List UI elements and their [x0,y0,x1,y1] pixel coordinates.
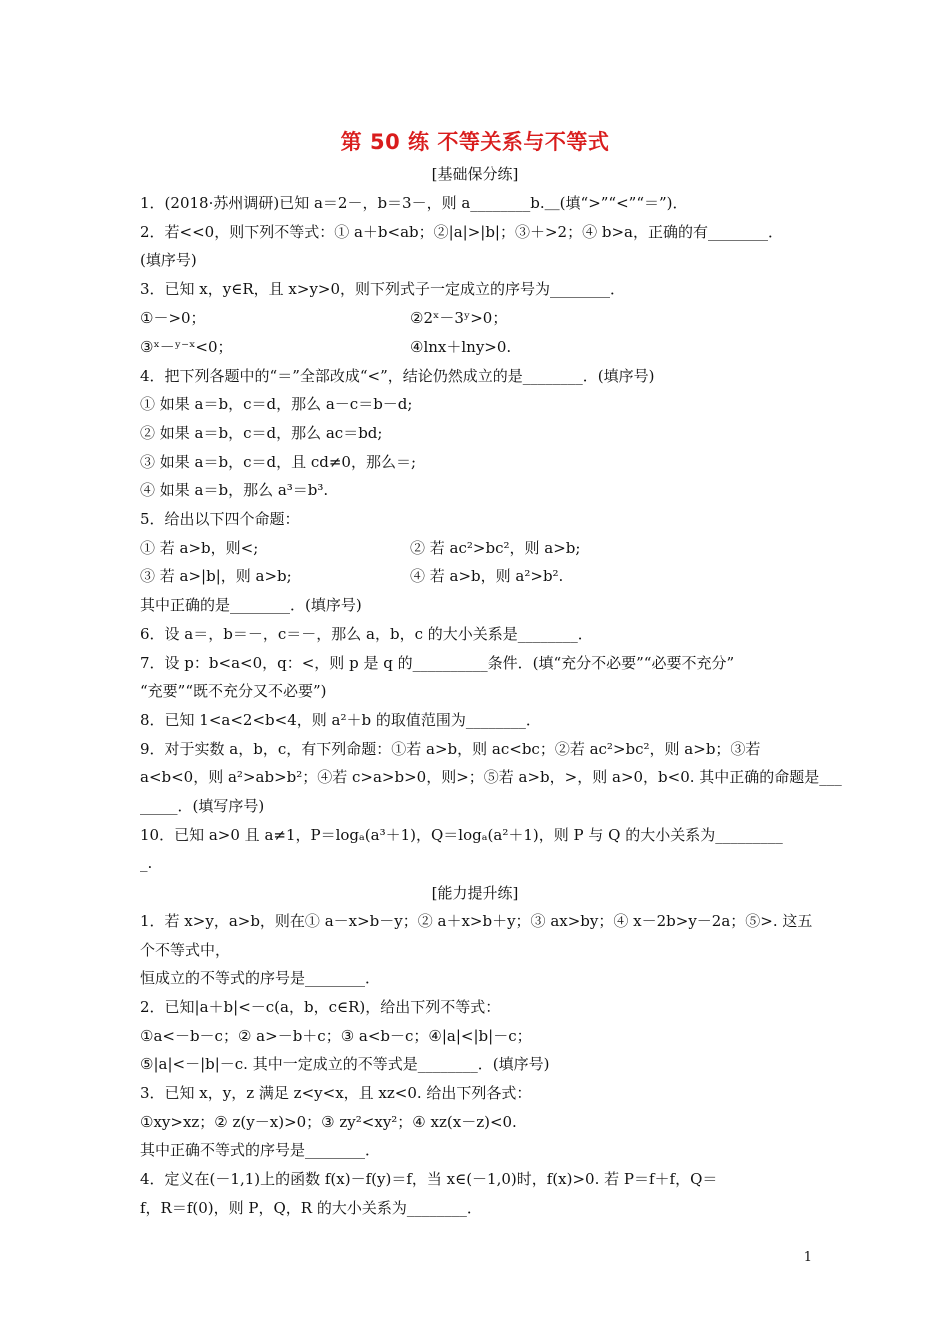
question-basic-5-end: 其中正确的是________．(填序号) [140,596,362,614]
question-advanced-1-end: 恒成立的不等式的序号是________． [140,969,381,987]
question-advanced-2-end: ⑤|a|<－|b|－c. 其中一定成立的不等式是________．(填序号) [140,1055,550,1073]
question-basic-9: 9．对于实数 a，b，c，有下列命题：①若 a>b，则 ac<bc；②若 ac²>bc²，则 a>b；③若 [140,740,761,758]
option-item: ④lnx＋lny>0. [410,338,512,356]
question-basic-6: 6．设 a＝，b＝－，c＝－，那么 a，b，c 的大小关系是________． [140,625,593,643]
option-item: ② 如果 a＝b，c＝d，那么 ac＝bd; [140,424,383,442]
option-item: ④ 如果 a＝b，那么 a³＝b³. [140,481,329,499]
question-basic-10: 10．已知 a>0 且 a≠1，P＝logₐ(a³＋1)，Q＝logₐ(a²＋1)，则 P 与 Q 的大小关系为_________ [140,826,783,844]
page-number: 1 [803,1250,812,1265]
option-item: ④ 若 a>b，则 a²>b². [410,567,564,585]
question-advanced-2: 2．已知|a＋b|<－c(a，b，c∈R)，给出下列不等式： [140,998,501,1016]
question-advanced-3-end: 其中正确不等式的序号是________． [140,1141,381,1159]
option-row [140,337,810,357]
question-basic-1: 1．(2018·苏州调研)已知 a＝2－，b＝3－，则 a________b.＿(填“>”“<”“＝”)． [140,194,688,212]
option-item: ③ˣ－ʸ⁻ˣ<0； [140,338,233,356]
question-advanced-1: 1．若 x>y，a>b，则在① a－x>b－y；② a＋x>b＋y；③ ax>by；④ x－2b>y－2a；⑤>. 这五 [140,912,813,930]
question-basic-2-cont: (填序号) [140,251,197,269]
question-basic-9-cont: a<b<0，则 a²>ab>b²；④若 c>a>b>0，则>；⑤若 a>b，>，则 a>0，b<0. 其中正确的命题是___ [140,768,842,786]
question-basic-10-cont: _. [140,854,153,872]
question-advanced-1-cont: 个不等式中， [140,941,231,959]
question-basic-8: 8．已知 1<a<2<b<4，则 a²＋b 的取值范围为________． [140,711,541,729]
question-advanced-2-options: ①a<－b－c；② a>－b＋c；③ a<b－c；④|a|<|b|－c； [140,1027,532,1045]
question-advanced-3: 3．已知 x，y，z 满足 z<y<x，且 xz<0. 给出下列各式： [140,1084,532,1102]
question-basic-7: 7．设 p：b<a<0，q：<，则 p 是 q 的__________条件．(填“充分不必要”“必要不充分” [140,654,735,672]
question-basic-2: 2．若<<0，则下列不等式：① a＋b<ab；②|a|>|b|；③＋>2；④ b>a，正确的有________． [140,223,783,241]
section-heading-basic: [基础保分练] [431,165,519,183]
page-title: 第 50 练 不等关系与不等式 [340,130,610,154]
question-basic-7-cont: “充要”“既不充分又不必要”) [140,682,327,700]
option-item: ②2ˣ－3ʸ>0； [410,309,508,327]
option-item: ①－>0； [140,309,206,327]
option-row [140,566,810,586]
option-item: ① 如果 a＝b，c＝d，那么 a－c＝b－d; [140,395,413,413]
question-basic-5: 5．给出以下四个命题： [140,510,300,528]
option-item: ① 若 a>b，则<; [140,539,259,557]
question-basic-9-end: _____．(填写序号) [140,797,265,815]
option-item: ③ 若 a>|b|，则 a>b; [140,567,292,585]
question-basic-4: 4．把下列各题中的“＝”全部改成“<”，结论仍然成立的是________．(填序号) [140,367,655,385]
question-advanced-3-options: ①xy>xz；② z(y－x)>0；③ zy²<xy²；④ xz(x－z)<0. [140,1113,517,1131]
option-item: ③ 如果 a＝b，c＝d，且 cd≠0，那么＝; [140,453,417,471]
option-item: ② 若 ac²>bc²，则 a>b; [410,539,581,557]
option-row [140,538,810,558]
option-row [140,308,810,328]
question-advanced-4-cont: f，R＝f(0)，则 P，Q，R 的大小关系为________． [140,1199,482,1217]
question-basic-3: 3．已知 x，y∈R，且 x>y>0，则下列式子一定成立的序号为________． [140,280,626,298]
section-heading-advanced: [能力提升练] [431,884,519,902]
question-advanced-4: 4．定义在(－1,1)上的函数 f(x)－f(y)＝f，当 x∈(－1,0)时，f(x)>0. 若 P＝f＋f，Q＝ [140,1170,718,1188]
